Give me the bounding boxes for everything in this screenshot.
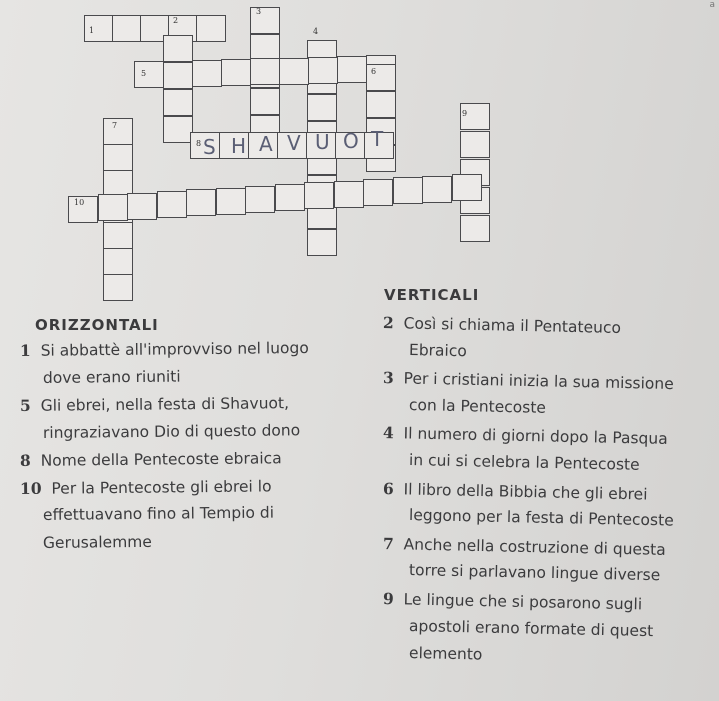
- clue-line: [383, 425, 668, 447]
- crossword-cell[interactable]: [103, 118, 133, 145]
- crossword-cell[interactable]: [216, 188, 246, 215]
- crossword-cell[interactable]: [250, 58, 280, 85]
- crossword-cell[interactable]: [221, 59, 251, 86]
- clue-text: Ebraico: [408, 340, 468, 360]
- crossword-grid: [0, 0, 719, 290]
- clue-line: [43, 534, 152, 551]
- clue-text: Anche nella costruzione di questa: [403, 535, 666, 559]
- clue-number: 10: [19, 478, 42, 498]
- clue-number-label: 8: [196, 139, 202, 148]
- clue-line: [382, 478, 648, 504]
- clue-line: [20, 395, 289, 414]
- clue-text: Così si chiama il Pentateuco: [403, 314, 622, 337]
- crossword-cell[interactable]: [112, 15, 142, 42]
- clue-text: dove erano riuniti: [42, 367, 181, 387]
- clue-number: 3: [382, 368, 395, 388]
- clue-number: 4: [382, 423, 395, 443]
- crossword-cell[interactable]: [163, 116, 193, 143]
- crossword-cell[interactable]: [103, 144, 133, 171]
- clue-text: con la Pentecoste: [408, 395, 547, 417]
- crossword-cell[interactable]: [250, 34, 280, 61]
- crossword-cell[interactable]: [275, 184, 305, 211]
- clue-line: [20, 478, 272, 497]
- clue-line: [408, 340, 468, 360]
- clue-line: [409, 563, 661, 584]
- clue-line: [42, 420, 301, 442]
- clue-text: Le lingue che si posarono sugli: [403, 590, 643, 614]
- clue-text: Il libro della Bibbia che gli ebrei: [403, 480, 648, 504]
- horizontal-heading: ORIZZONTALI: [35, 316, 159, 334]
- clue-line: [383, 591, 642, 613]
- crossword-cell[interactable]: [334, 181, 364, 208]
- clue-line: [20, 340, 309, 360]
- clue-line: [409, 508, 674, 529]
- clue-line: [408, 395, 547, 417]
- clue-number: 9: [382, 589, 395, 609]
- clue-line: [43, 369, 181, 386]
- clue-line: [42, 503, 275, 524]
- crossword-cell[interactable]: [245, 186, 275, 213]
- clue-number: 5: [19, 395, 31, 415]
- crossword-cell[interactable]: [460, 131, 490, 158]
- clue-text: in cui si celebra la Pentecoste: [408, 451, 640, 474]
- clue-number-label: 4: [313, 27, 319, 36]
- clue-number-label: 10: [74, 198, 85, 207]
- clue-text: apostoli erano formate di quest: [408, 616, 654, 640]
- clue-text: torre si parlavano lingue diverse: [408, 561, 661, 585]
- clue-number: 2: [382, 313, 395, 333]
- clue-line: [383, 315, 621, 336]
- vertical-heading: VERTICALI: [384, 286, 480, 304]
- clue-text: leggono per la festa di Pentecoste: [408, 506, 674, 530]
- crossword-cell[interactable]: [103, 248, 133, 275]
- crossword-cell[interactable]: [103, 274, 133, 301]
- crossword-cell[interactable]: [452, 174, 482, 201]
- clue-number: 7: [382, 533, 395, 554]
- clue-number-label: 3: [256, 7, 262, 16]
- clue-text: elemento: [408, 644, 483, 664]
- crossword-cell[interactable]: [307, 229, 337, 256]
- clue-line: [383, 370, 674, 393]
- clue-line: [20, 450, 282, 469]
- clue-line: [382, 533, 666, 559]
- crossword-cell[interactable]: [304, 182, 334, 209]
- clue-line: [409, 453, 640, 473]
- clue-number: 6: [382, 478, 395, 498]
- clue-text: ringraziavano Dio di questo dono: [42, 420, 301, 442]
- handwritten-letter: S: [203, 135, 216, 159]
- crossword-cell[interactable]: [98, 194, 128, 221]
- crossword-cell[interactable]: [134, 61, 164, 88]
- clue-line: [409, 646, 483, 663]
- clue-number: 8: [19, 450, 31, 470]
- crossword-cell[interactable]: [337, 56, 367, 83]
- clue-number-label: 9: [462, 109, 468, 118]
- crossword-cell[interactable]: [422, 176, 452, 203]
- clue-text: Per la Pentecoste gli ebrei lo: [51, 476, 272, 498]
- handwritten-letter: A: [259, 132, 273, 157]
- crossword-cell[interactable]: [307, 94, 337, 121]
- clue-text: Gli ebrei, nella festa di Shavuot,: [40, 394, 290, 415]
- crossword-cell[interactable]: [250, 7, 280, 34]
- crossword-cell[interactable]: [186, 189, 216, 216]
- handwritten-letter: V: [287, 131, 301, 156]
- clue-text: Per i cristiani inizia la sua missione: [403, 369, 674, 394]
- crossword-cell[interactable]: [163, 89, 193, 116]
- crossword-cell[interactable]: [308, 57, 338, 84]
- crossword-cell[interactable]: [393, 177, 423, 204]
- crossword-cell[interactable]: [250, 88, 280, 115]
- crossword-cell[interactable]: [163, 62, 193, 89]
- crossword-cell[interactable]: [192, 60, 222, 87]
- clue-text: Gerusalemme: [42, 532, 152, 552]
- clue-number-label: 1: [89, 26, 95, 35]
- crossword-cell[interactable]: [460, 215, 490, 242]
- clue-number-label: 2: [173, 16, 179, 25]
- clue-line: [408, 616, 654, 640]
- clue-number-label: 5: [141, 69, 147, 78]
- clue-number-label: 6: [371, 67, 377, 76]
- crossword-cell[interactable]: [196, 15, 226, 42]
- crossword-cell[interactable]: [127, 193, 157, 220]
- clue-text: Il numero di giorni dopo la Pasqua: [403, 424, 668, 449]
- clue-text: Si abbattè all'improvviso nel luogo: [40, 338, 309, 360]
- clue-text: effettuavano fino al Tempio di: [42, 503, 275, 524]
- crossword-cell[interactable]: [366, 91, 396, 118]
- crossword-cell[interactable]: [103, 222, 133, 249]
- clue-number-label: 7: [112, 121, 118, 130]
- handwritten-letter: O: [343, 128, 359, 153]
- crossword-cell[interactable]: [157, 191, 187, 218]
- crossword-cell[interactable]: [363, 179, 393, 206]
- crossword-cell[interactable]: [279, 58, 309, 85]
- clue-number: 1: [19, 340, 31, 360]
- handwritten-letter: H: [231, 133, 247, 158]
- clue-text: Nome della Pentecoste ebraica: [40, 449, 282, 470]
- handwritten-letter: T: [371, 127, 384, 152]
- crossword-cell[interactable]: [163, 35, 193, 62]
- page-edge-mark: a: [709, 0, 715, 10]
- handwritten-letter: U: [315, 129, 330, 154]
